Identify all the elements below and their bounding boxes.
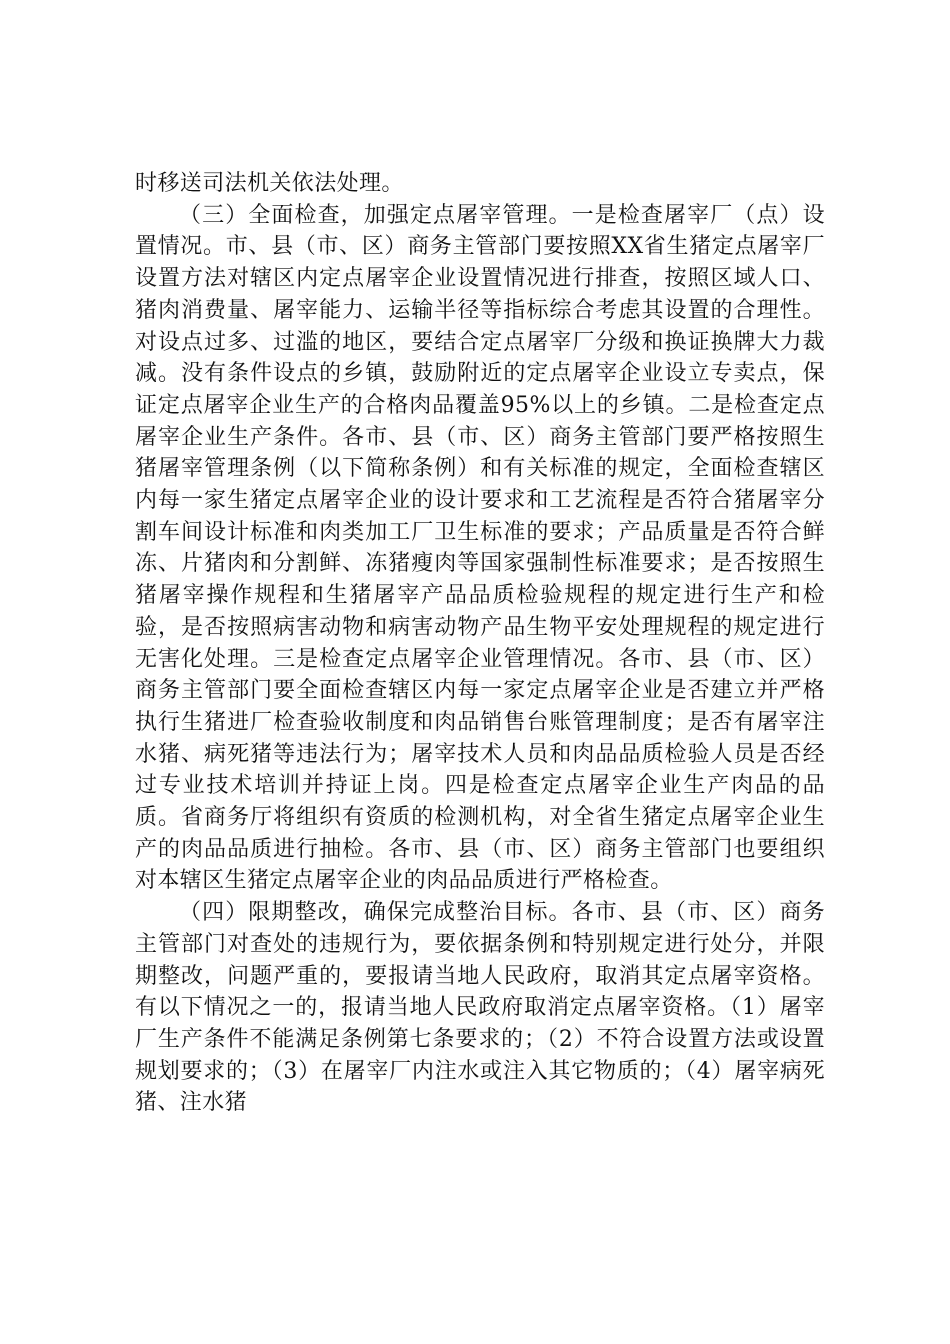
paragraph-section-3: （三）全面检查，加强定点屠宰管理。一是检查屠宰厂（点）设置情况。市、县（市、区）商务主管部门要按照XX省生猪定点屠宰厂设置方法对辖区内定点屠宰企业设置情况进行排查，按照区域人口、猪肉消费量、屠宰能力、运输半径等指标综合考虑其设置的合理性。对设点过多、过滥的地区，要结合定点屠宰厂分级和换证换牌大力裁减。没有条件设点的乡镇，鼓励附近的定点屠宰企业设立专卖点，保证定点屠宰企业生产的合格肉品覆盖95%以上的乡镇。二是检查定点屠宰企业生产条件。各市、县（市、区）商务主管部门要严格按照生猪屠宰管理条例（以下简称条例）和有关标准的规定，全面检查辖区内每一家生猪定点屠宰企业的设计要求和工艺流程是否符合猪屠宰分割车间设计标准和肉类加工厂卫生标准的要求；产品质量是否符合鲜冻、片猪肉和分割鲜、冻猪瘦肉等国家强制性标准要求；是否按照生猪屠宰操作规程和生猪屠宰产品品质检验规程的规定进行生产和检验，是否按照病害动物和病害动物产品生物平安处理规程的规定进行无害化处理。三是检查定点屠宰企业管理情况。各市、县（市、区）商务主管部门要全面检查辖区内每一家定点屠宰企业是否建立并严格执行生猪进厂检查验收制度和肉品销售台账管理制度；是否有屠宰注水猪、病死猪等违法行为；屠宰技术人员和肉品品质检验人员是否经过专业技术培训并持证上岗。四是检查定点屠宰企业生产肉品的品质。省商务厅将组织有资质的检测机构，对全省生猪定点屠宰企业生产的肉品品质进行抽检。各市、县（市、区）商务主管部门也要组织对本辖区生猪定点屠宰企业的肉品品质进行严格检查。 bbox=[135, 202, 825, 894]
paragraph-continuation: 时移送司法机关依法处理。 bbox=[135, 171, 404, 196]
document-body bbox=[135, 168, 825, 1119]
paragraph-section-4: （四）限期整改，确保完成整治目标。各市、县（市、区）商务主管部门对查处的违规行为，要依据条例和特别规定进行处分，并限期整改，问题严重的，要报请当地人民政府，取消其定点屠宰资格。有以下情况之一的，报请当地人民政府取消定点屠宰资格。（1）屠宰厂生产条件不能满足条例第七条要求的；（2）不符合设置方法或设置规划要求的；（3）在屠宰厂内注水或注入其它物质的；（4）屠宰病死猪、注水猪 bbox=[135, 900, 825, 1116]
